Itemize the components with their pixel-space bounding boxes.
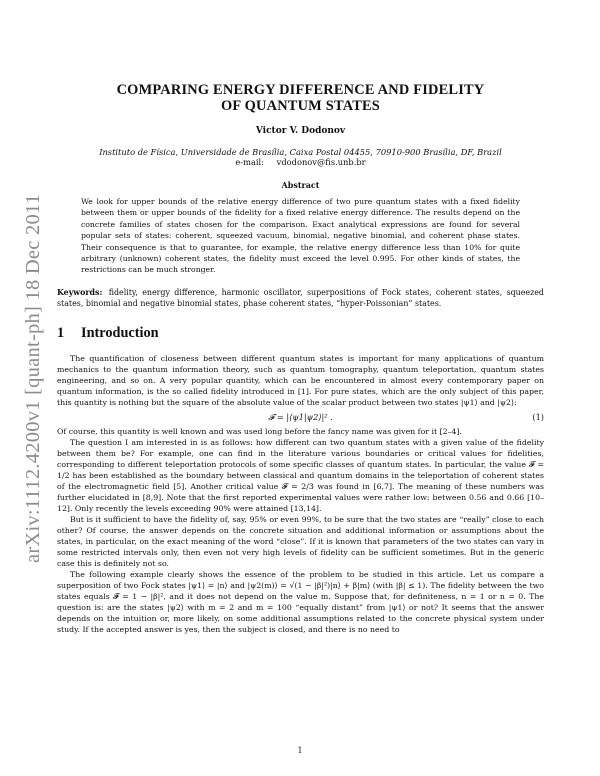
equation-formula: 𝓕 = |⟨ψ1|ψ2⟩|² . xyxy=(268,411,333,422)
equation-1 xyxy=(57,408,544,426)
email-address: vdodonov@fis.unb.br xyxy=(276,157,366,167)
author: Victor V. Dodonov xyxy=(255,126,346,136)
keywords-text: fidelity, energy difference, harmonic oscillator, superpositions of Fock states, coherent states, squeezed states, binomial and negative binomial states, phase coherent states, “hyper-Poissonian” states. xyxy=(57,287,544,308)
title-line-1: COMPARING ENERGY DIFFERENCE AND FIDELITY xyxy=(116,82,485,98)
paragraph-5: The following example clearly shows the essence of the problem to be studied in this article. Let us compare a superposition of two Fock states |ψ1⟩ = |n⟩ and |ψ2(m)⟩ = √(1 − |β|²)|n⟩ + β|m⟩ (with |β| ≤ 1). The fidelity between the two states equals 𝓕 = 1 − |β|², and it does not depend on the value m. Suppose that, for definiteness, n = 1 or n = 0. The question is: are the states |ψ2⟩ with m = 2 and m = 100 “equally distant” from |ψ1⟩ or not? It seems that the answer depends on the intuition or, more likely, on some additional assumptions related to the concrete physical system under study. If the accepted answer is yes, then the subject is closed, and there is no need to xyxy=(57,569,544,634)
section-heading xyxy=(57,325,544,342)
paper-content xyxy=(57,82,544,635)
paper-title xyxy=(57,82,544,114)
abstract-heading: Abstract xyxy=(281,180,320,190)
page-number: 1 xyxy=(297,746,303,755)
paragraph-2: Of course, this quantity is well known and was used long before the fancy name was given for it [2–4]. xyxy=(57,426,462,436)
section-title: Introduction xyxy=(81,324,159,341)
abstract-text: We look for upper bounds of the relative energy difference of two pure quantum states with a fixed fidelity between them or upper bounds of the fidelity for a fixed relative energy difference. The results depend on the concrete families of states chosen for the comparison. Exact analytical expressions are found for several popular sets of states: coherent, squeezed vacuum, binomial, negative binomial, and coherent phase states. Their consequence is that to guarantee, for example, the relative energy difference less than 10% for quite arbitrary (unknown) coherent states, the fidelity must exceed the level 0.995. For other kinds of states, the restrictions can be much stronger. xyxy=(81,197,520,275)
keywords-label: Keywords: xyxy=(57,287,103,297)
email-line xyxy=(57,157,544,167)
equation-number: (1) xyxy=(532,411,544,422)
abstract xyxy=(81,180,520,276)
affiliation: Instituto de Física, Universidade de Brasília, Caixa Postal 04455, 70910-900 Brasília, DF, Brazil xyxy=(99,147,502,157)
email-label: e-mail: xyxy=(235,157,265,167)
section-number: 1 xyxy=(57,324,65,341)
paragraph-4: But is it sufficient to have the fidelity of, say, 95% or even 99%, to be sure that the two states are “really” close to each other? Of course, the answer depends on the concrete situation and additional information or assumptions about the states, in particular, on the exact meaning of the word “close”. If it is known that parameters of the two states can vary in some restricted intervals only, then even not very high levels of fidelity can be sufficient sometimes. But in the generic case this is definitely not so. xyxy=(57,514,544,568)
title-line-2: OF QUANTUM STATES xyxy=(220,98,381,114)
keywords xyxy=(57,287,544,309)
arxiv-stamp: arXiv:1112.4200v1 [quant-ph] 18 Dec 2011 xyxy=(22,193,44,563)
paragraph-1: The quantification of closeness between different quantum states is important for many applications of quantum mechanics to the quantum information theory, such as quantum tomography, quantum teleportation, quantum states engineering, and so on. A very popular quantity, which can be encountered in almost every contemporary paper on quantum information, is the so called fidelity introduced in [1]. For pure states, which are the only subject of this paper, this quantity is nothing but the square of the absolute value of the scalar product between two states |ψ1⟩ and |ψ2⟩: xyxy=(57,353,544,407)
paragraph-3: The question I am interested in is as follows: how different can two quantum states with a given value of the fidelity between them be? For example, one can find in the literature various boundaries or critical values for fidelities, corresponding to different teleportation protocols of some specific classes of quantum states. In particular, the value 𝓕 = 1/2 has been established as the boundary between classical and quantum domains in the teleportation of coherent states of the electromagnetic field [5]. Another critical value 𝓕 = 2/3 was found in [6,7]. The meaning of these numbers was further elucidated in [8,9]. Note that the first reported experimental values were rather low: between 0.56 and 0.66 [10–12]. Only recently the levels exceeding 90% were attained [13,14]. xyxy=(57,437,544,513)
